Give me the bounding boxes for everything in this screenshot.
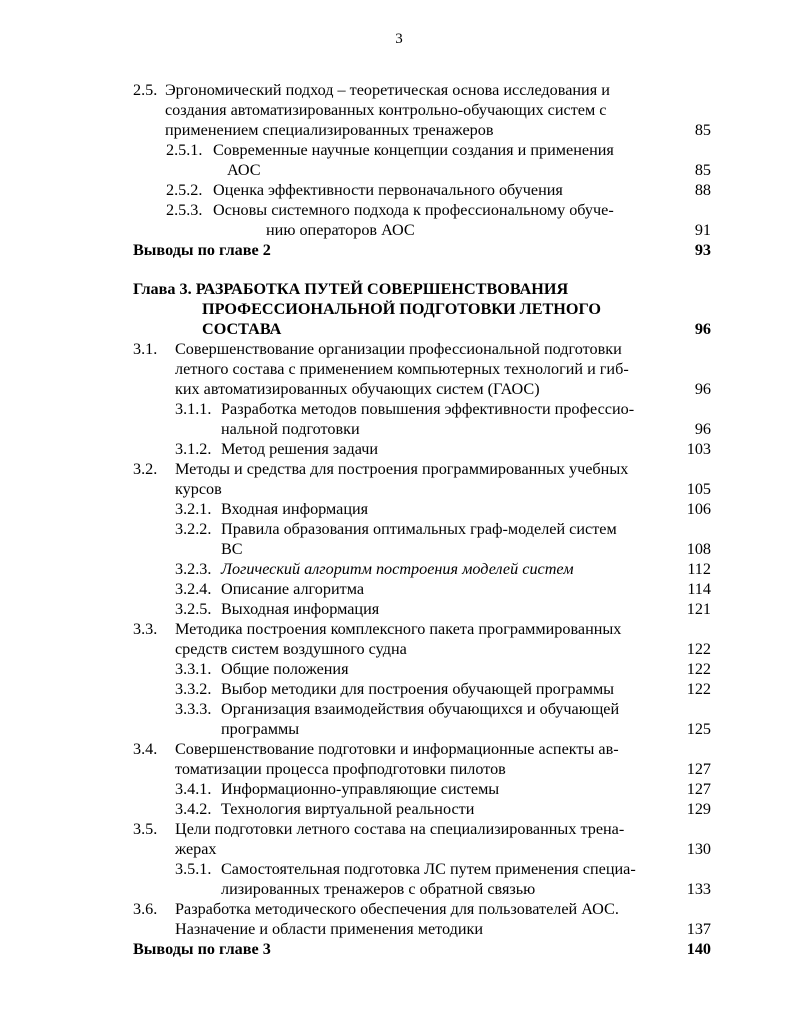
toc-conclusion [133, 939, 711, 959]
page-ref: 103 [686, 440, 711, 458]
toc-entry [133, 619, 711, 659]
page-ref: 112 [687, 560, 711, 578]
section-number: 3.4.2. [175, 800, 212, 818]
toc-entry-title [133, 899, 651, 939]
toc-entry-title [133, 339, 651, 399]
toc-entry [133, 339, 711, 399]
page-ref: 121 [686, 600, 711, 618]
page-ref: 122 [686, 660, 711, 678]
section-number: 2.5. [133, 81, 158, 99]
page-ref: 122 [686, 680, 711, 698]
title-line: летного состава с применением компьютерных технологий и гиб- [175, 360, 629, 378]
title-line: Современные научные концепции создания и применения [213, 141, 614, 159]
toc-entry-title [133, 739, 651, 779]
title-line: Методика построения комплексного пакета программированных [175, 620, 622, 638]
toc-entry [133, 399, 711, 439]
toc-entry-title [133, 619, 651, 659]
section-number: 3.2.5. [175, 600, 212, 618]
section-number: 3.2. [133, 460, 158, 478]
section-number: 3.1.2. [175, 440, 212, 458]
toc-entry [133, 739, 711, 779]
page-ref: 125 [686, 720, 711, 738]
page-ref: 106 [686, 500, 711, 518]
section-number: 3.5. [133, 820, 158, 838]
title-line: Выбор методики для построения обучающей программы [221, 680, 615, 698]
page-ref: 140 [686, 940, 711, 958]
toc-entry [133, 559, 711, 579]
conclusion-title: Выводы по главе 2 [133, 241, 271, 259]
title-line: жерах [175, 840, 217, 858]
page-ref: 114 [687, 580, 711, 598]
section-number: 2.5.3. [166, 201, 203, 219]
toc-entry [133, 819, 711, 859]
section-number: 3.2.3. [175, 560, 212, 578]
title-line: Логический алгоритм построения моделей систем [221, 560, 574, 578]
title-line: программы [221, 720, 300, 738]
title-line: курсов [175, 480, 222, 498]
section-number: 3.6. [133, 900, 158, 918]
page-ref: 127 [686, 780, 711, 798]
page-number: 3 [395, 31, 403, 47]
toc-entry-title [133, 200, 651, 240]
chapter-prefix: Глава 3. [133, 280, 192, 298]
toc-entry [133, 859, 711, 899]
page-ref: 85 [694, 161, 711, 179]
title-line: ких автоматизированных обучающих систем (ГАОС) [175, 380, 540, 398]
section-number: 3.4.1. [175, 780, 212, 798]
section-number: 3.4. [133, 740, 158, 758]
title-line: Технология виртуальной реальности [221, 800, 475, 818]
page-ref: 108 [686, 540, 711, 558]
toc-entry-title [133, 939, 651, 959]
chapter-title-line: ПРОФЕССИОНАЛЬНОЙ ПОДГОТОВКИ ЛЕТНОГО [202, 300, 601, 318]
page-ref: 96 [694, 420, 711, 438]
page-ref: 137 [686, 920, 711, 938]
toc-chapter [133, 279, 711, 339]
toc-entry [133, 439, 711, 459]
page-ref: 91 [694, 221, 711, 239]
section-number: 3.2.2. [175, 520, 212, 538]
toc-entry-title [133, 279, 651, 339]
section-number: 3.1. [133, 340, 158, 358]
title-line: Выходная информация [221, 600, 380, 618]
toc-entry [133, 200, 711, 240]
section-number: 3.3.3. [175, 700, 212, 718]
toc-entry [133, 679, 711, 699]
title-line: нальной подготовки [221, 420, 360, 438]
title-line: Самостоятельная подготовка ЛС путем применения специа- [221, 860, 636, 878]
section-number: 2.5.2. [166, 181, 203, 199]
title-line: Общие положения [221, 660, 349, 678]
toc-entry [133, 659, 711, 679]
page-ref: 105 [686, 480, 711, 498]
toc-entry [133, 80, 711, 140]
title-line: создания автоматизированных контрольно-обучающих систем с [165, 101, 607, 119]
toc-entry [133, 459, 711, 499]
page-ref: 122 [686, 640, 711, 658]
spacer [133, 260, 711, 279]
title-line: Правила образования оптимальных граф-моделей систем [221, 520, 617, 538]
page-ref: 133 [686, 880, 711, 898]
section-number: 3.2.4. [175, 580, 212, 598]
toc-entry-title [133, 459, 651, 499]
title-line: Эргономический подход – теоретическая основа исследования и [165, 81, 610, 99]
title-line: Описание алгоритма [221, 580, 365, 598]
title-line: Метод решения задачи [221, 440, 379, 458]
title-line: Оценка эффективности первоначального обучения [213, 181, 563, 199]
toc-entry-title [133, 240, 651, 260]
page-ref: 129 [686, 800, 711, 818]
title-line: Разработка методического обеспечения для пользователей АОС. [175, 900, 619, 918]
title-line: средств систем воздушного судна [175, 640, 407, 658]
toc-entry [133, 699, 711, 739]
toc-entry [133, 140, 711, 180]
page-ref: 85 [694, 121, 711, 139]
title-line: ВС [221, 540, 243, 558]
title-line: Методы и средства для построения программированных учебных [175, 460, 629, 478]
section-number: 3.3. [133, 620, 158, 638]
section-number: 2.5.1. [166, 141, 203, 159]
page-ref: 93 [694, 241, 711, 259]
section-number: 3.3.1. [175, 660, 212, 678]
toc-entry [133, 599, 711, 619]
toc-entry-title [133, 80, 651, 140]
toc-entry [133, 519, 711, 559]
chapter-title-line [133, 279, 651, 299]
title-line: нию операторов АОС [266, 221, 415, 239]
toc-entry [133, 799, 711, 819]
title-line: Назначение и области применения методики [175, 920, 484, 938]
toc-entry [133, 779, 711, 799]
toc-entry [133, 180, 711, 200]
section-number: 3.3.2. [175, 680, 212, 698]
toc-entry [133, 899, 711, 939]
toc-entry-title [133, 819, 651, 859]
toc-entry [133, 579, 711, 599]
table-of-contents [133, 80, 711, 959]
section-number: 3.1.1. [175, 400, 212, 418]
page-ref: 127 [686, 760, 711, 778]
title-line: Совершенствование организации профессиональной подготовки [175, 340, 622, 358]
toc-conclusion [133, 240, 711, 260]
title-line: Цели подготовки летного состава на специализированных трена- [175, 820, 625, 838]
section-number: 3.5.1. [175, 860, 212, 878]
conclusion-title: Выводы по главе 3 [133, 940, 271, 958]
title-line: Основы системного подхода к профессиональному обуче- [213, 201, 614, 219]
section-number: 3.2.1. [175, 500, 212, 518]
title-line: применением специализированных тренажеров [165, 121, 494, 139]
page-ref: 96 [694, 320, 711, 338]
chapter-title-line: СОСТАВА [202, 320, 282, 338]
chapter-title-text: РАЗРАБОТКА ПУТЕЙ СОВЕРШЕНСТВОВАНИЯ [195, 280, 569, 298]
page-ref: 130 [686, 840, 711, 858]
title-line: Информационно-управляющие системы [221, 780, 500, 798]
title-line: Совершенствование подготовки и информационные аспекты ав- [175, 740, 619, 758]
page-ref: 96 [694, 380, 711, 398]
toc-entry [133, 499, 711, 519]
title-line: томатизации процесса профподготовки пилотов [175, 760, 506, 778]
toc-entry-title [133, 140, 651, 180]
page-ref: 88 [694, 181, 711, 199]
title-line: Организация взаимодействия обучающихся и обучающей [221, 700, 620, 718]
toc-entry-title [133, 180, 651, 200]
title-line: лизированных тренажеров с обратной связью [221, 880, 536, 898]
title-line: АОС [227, 161, 261, 179]
title-line: Входная информация [221, 500, 369, 518]
title-line: Разработка методов повышения эффективности профессио- [221, 400, 635, 418]
